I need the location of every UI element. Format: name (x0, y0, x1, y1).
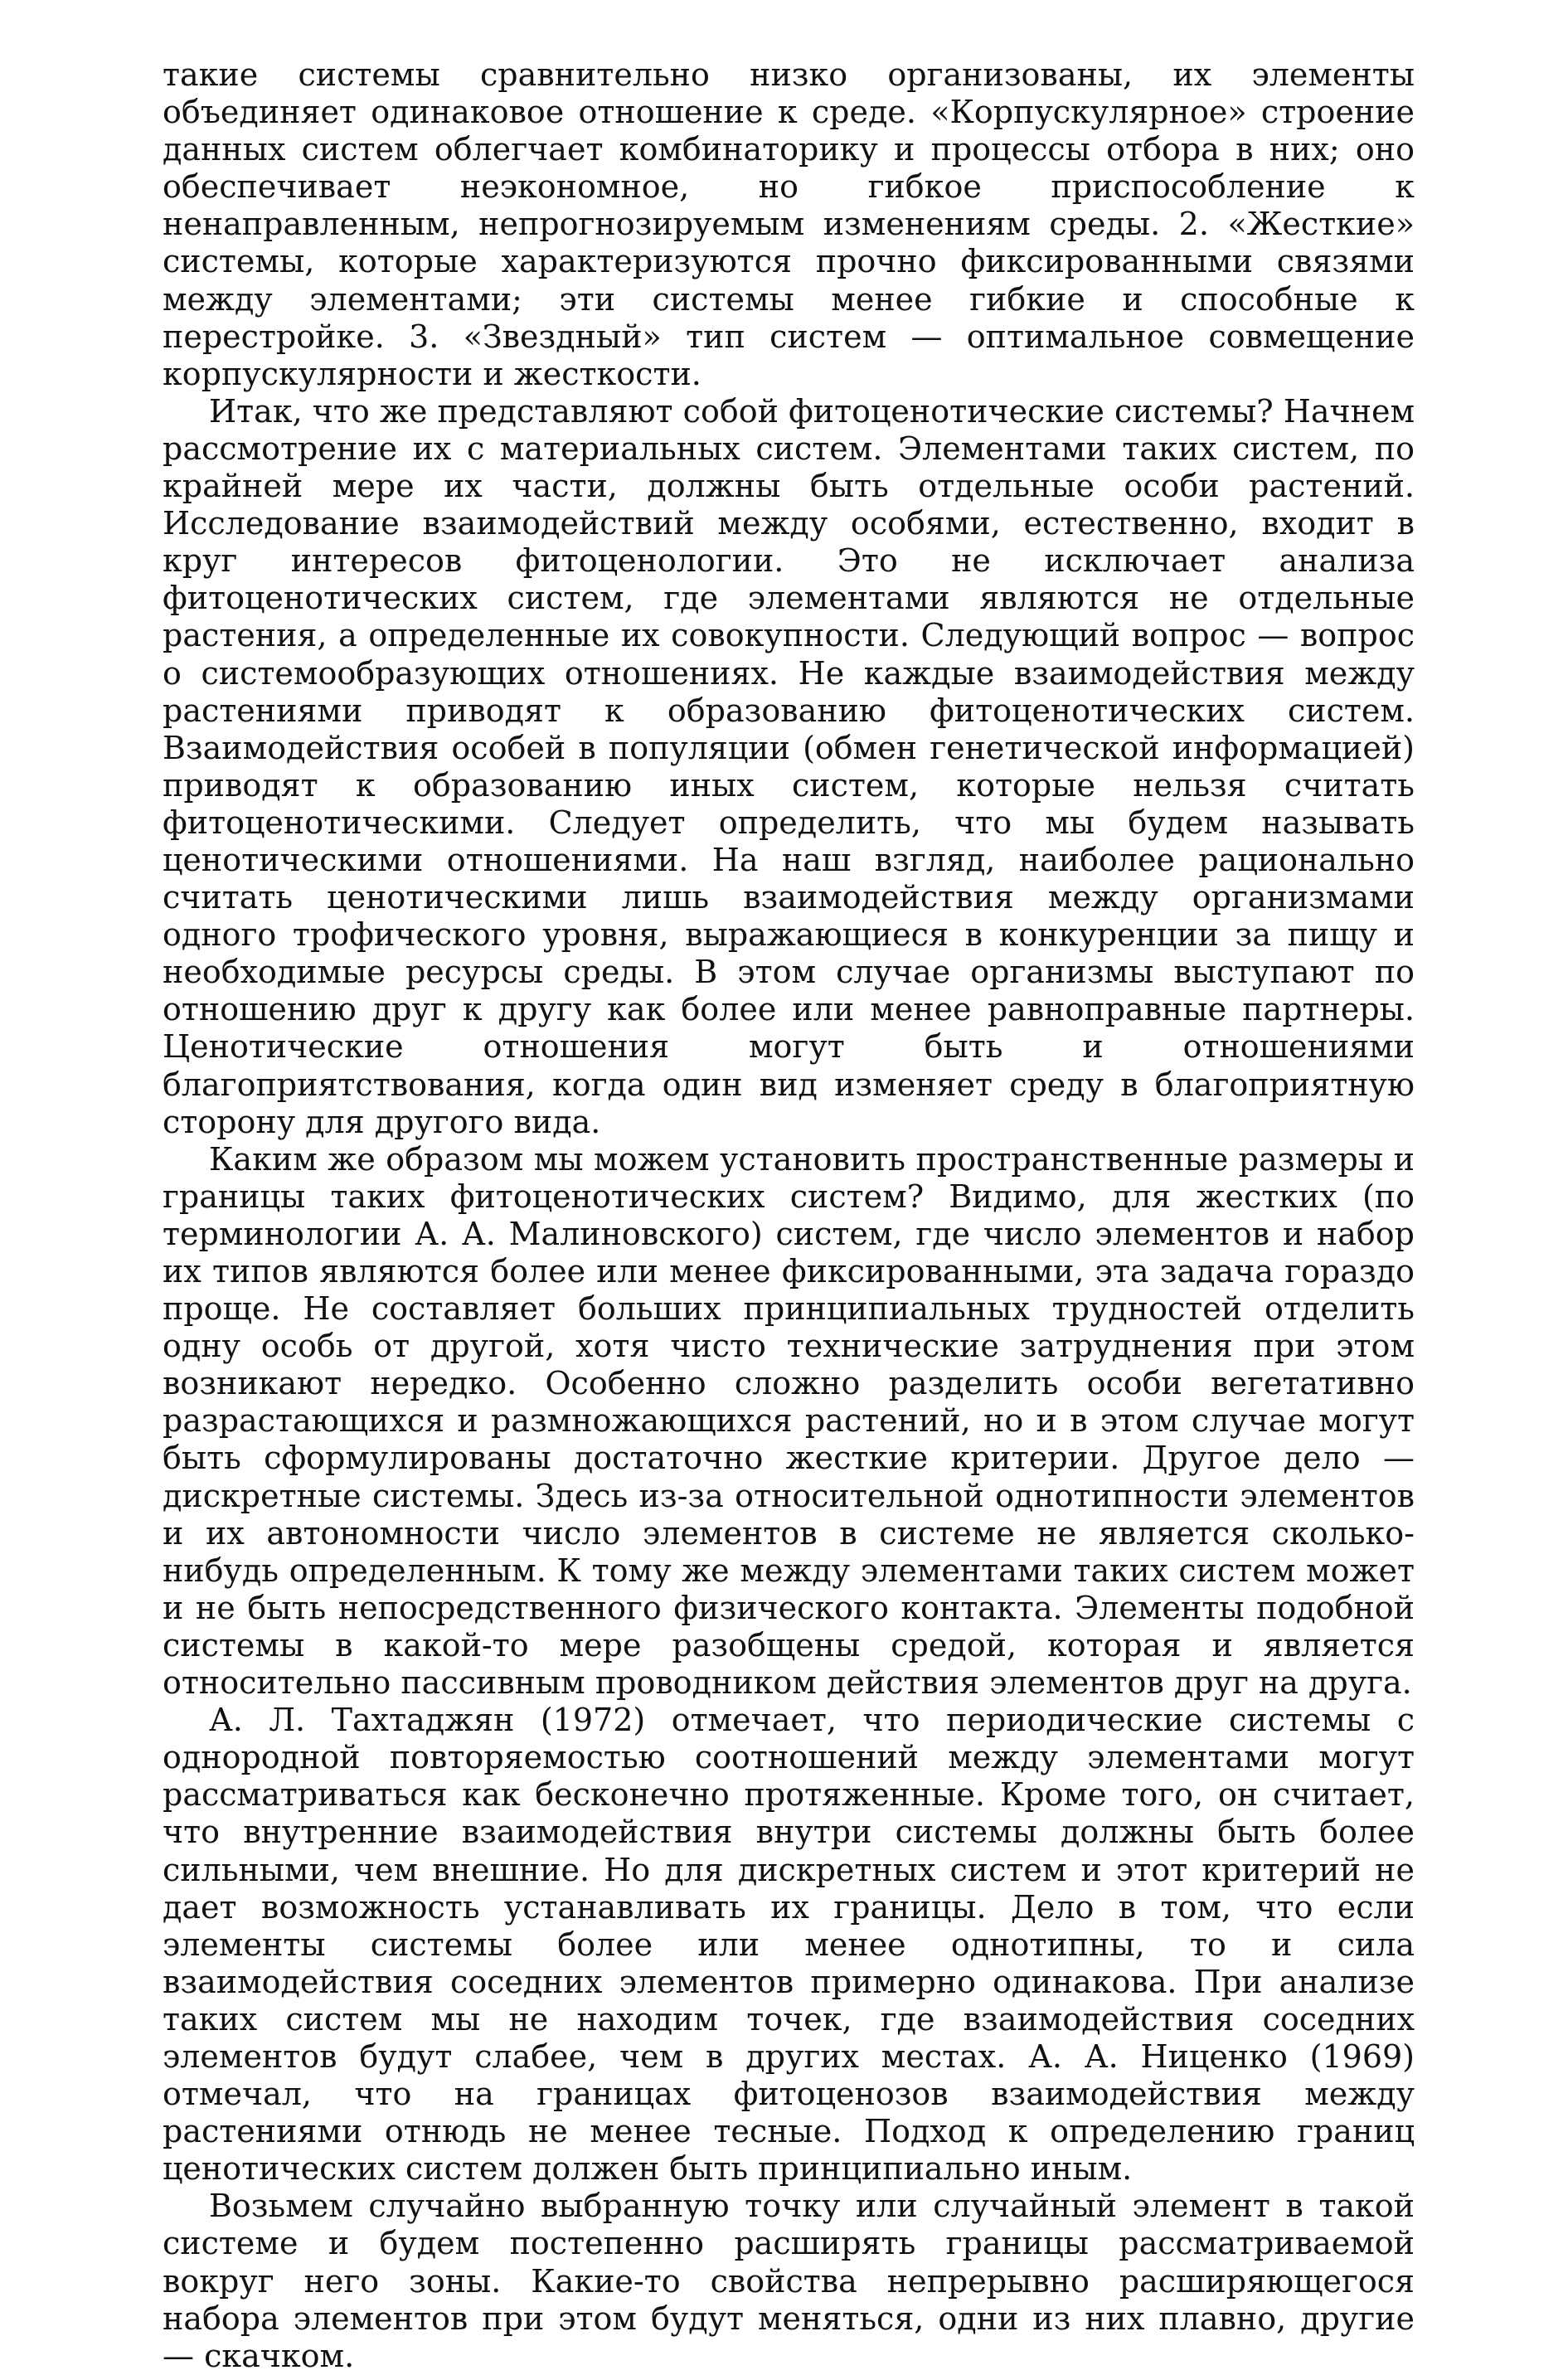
paragraph-4: А. Л. Тахтаджян (1972) отмечает, что периодические системы с однородной повторяемостью соотношений между элементами могут рассматриваться как бесконечно протяженные. Кроме того, он считает, что внутренние взаимодействия внутри системы должны быть более сильными, чем внешние. Но для дискретных систем и этот критерий не дает возможность устанавливать их границы. Дело в том, что если элементы системы более или менее однотипны, то и сила взаимодействия соседних элементов примерно одинакова. При анализе таких систем мы не находим точек, где взаимодействия соседних элементов будут слабее, чем в других местах. А. А. Ниценко (1969) отмечал, что на границах фитоценозов взаимодействия между растениями отнюдь не менее тесные. Подход к определению границ ценотических систем должен быть принципиально иным. (163, 1702, 1415, 2188)
paragraph-3: Каким же образом мы можем установить пространственные размеры и границы таких фитоценотических систем? Видимо, для жестких (по терминологии А. А. Малиновского) систем, где число элементов и набор их типов являются более или менее фиксированными, эта задача гораздо проще. Не составляет больших принципиальных трудностей отделить одну особь от другой, хотя чисто технические затруднения при этом возникают нередко. Особенно сложно разделить особи вегетативно разрастающихся и размножающихся растений, но и в этом случае могут быть сформулированы достаточно жесткие критерии. Другое дело — дискретные системы. Здесь из-за относительной однотипности элементов и их автономности число элементов в системе не является сколько-нибудь определенным. К тому же между элементами таких систем может и не быть непосредственного физического контакта. Элементы подобной системы в какой-то мере разобщены средой, которая и является относительно пассивным проводником действия элементов друг на друга. (163, 1140, 1415, 1702)
paragraph-1: такие системы сравнительно низко организованы, их элементы объединяет одинаковое отношение к среде. «Корпускулярное» строение данных систем облегчает комбинаторику и процессы отбора в них; оно обеспечивает неэкономное, но гибкое приспособление к ненаправленным, непрогнозируемым изменениям среды. 2. «Жесткие» системы, которые характеризуются прочно фиксированными связями между элементами; эти системы менее гибкие и способные к перестройке. 3. «Звездный» тип систем — оптимальное совмещение корпускулярности и жесткости. (163, 56, 1415, 392)
document-page (163, 56, 1415, 2375)
paragraph-5: Возьмем случайно выбранную точку или случайный элемент в такой системе и будем постепенно расширять границы рассматриваемой вокруг него зоны. Какие-то свойства непрерывно расширяющегося набора элементов при этом будут меняться, одни из них плавно, другие — скачком. (163, 2188, 1415, 2374)
paragraph-2: Итак, что же представляют собой фитоценотические системы? Начнем рассмотрение их с материальных систем. Элементами таких систем, по крайней мере их части, должны быть отдельные особи растений. Исследование взаимодействий между особями, естественно, входит в круг интересов фитоценологии. Это не исключает анализа фитоценотических систем, где элементами являются не отдельные растения, а определенные их совокупности. Следующий вопрос — вопрос о системообразующих отношениях. Не каждые взаимодействия между растениями приводят к образованию фитоценотических систем. Взаимодействия особей в популяции (обмен генетической информацией) приводят к образованию иных систем, которые нельзя считать фитоценотическими. Следует определить, что мы будем называть ценотическими отношениями. На наш взгляд, наиболее рационально считать ценотическими лишь взаимодействия между организмами одного трофического уровня, выражающиеся в конкуренции за пищу и необходимые ресурсы среды. В этом случае организмы выступают по отношению друг к другу как более или менее равноправные партнеры. Ценотические отношения могут быть и отношениями благоприятствования, когда один вид изменяет среду в благоприятную сторону для другого вида. (163, 392, 1415, 1140)
